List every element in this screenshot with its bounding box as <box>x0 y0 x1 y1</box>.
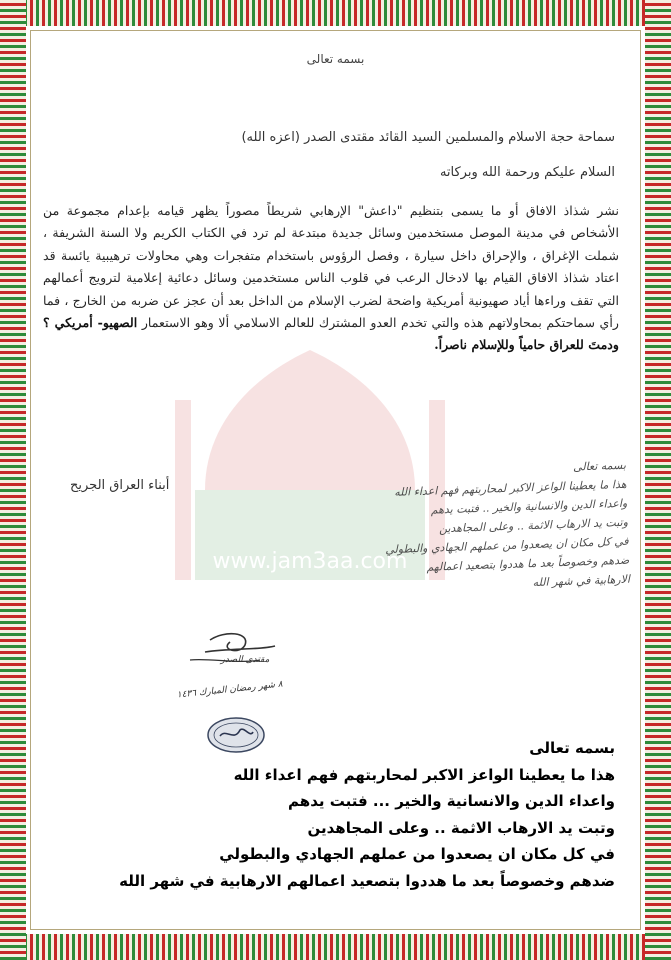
greeting: السلام عليكم ورحمة الله وبركاته <box>439 165 615 180</box>
handwritten-line: وتبت يد الارهاب الاثمة .. وعلى المجاهدين <box>438 515 629 536</box>
handwritten-line: الارهابية في شهر الله <box>532 572 631 590</box>
letter-body-closing: الصهيو- أمريكي ؟ ودمتَ للعراق حامياً وللإسلام ناصراً. <box>43 315 619 353</box>
letter-signoff: أبناء العراق الجريح <box>70 478 170 493</box>
transcription-line: وتبت يد الارهاب الاثمة .. وعلى المجاهدين <box>307 818 615 837</box>
transcription-line: واعداء الدين والانسانية والخير ... فتبت يدهم <box>288 792 615 810</box>
signature-name: مقتدى الصدر <box>220 655 270 665</box>
handwritten-line: ضدهم وخصوصاً بعد ما هددوا بتصعيد اعمالهم <box>426 553 630 574</box>
transcription-line: في كل مكان ان يصعدوا من عملهم الجهادي والبطولي <box>219 845 615 863</box>
transcription-line: ضدهم وخصوصاً بعد ما هددوا بتصعيد اعمالهم الارهابية في شهر الله <box>119 871 615 890</box>
reply-transcription <box>55 735 615 894</box>
letter-body-main: نشر شذاذ الافاق أو ما يسمى بتنظيم "داعش" الإرهابي شريطاً مصوراً يظهر قيامه بإعدام مجموعة من الأشخاص في مدينة الموصل مستخدمين وسائل جديدة مبتدعة لم ترد في الكتاب الكريم ولا السنة الشريفة ، شملت الإغراق ، والإحراق داخل سيارة ، وفصل الرؤوس باستخدام متفجرات وهي محاولات ترهيبية يائسة قد اعتاد شذاذ الافاق القيام بها لادخال الرعب في قلوب الناس مستخدمين وسائل دعائية إعلامية لترويج أعمالهم التي تقف وراءها أياد صهيونية أمريكية واضحة لضرب الإسلام من الداخل بعد أن عجز عن ضربه من الخارج ، فما رأي سماحتكم بمحاولاتهم هذه والتي تخدم العدو المشترك للعالم الاسلامي ألا وهو الاستعمار <box>43 203 619 331</box>
signature-date: ٨ شهر رمضان المبارك ١٤٣٦ <box>176 679 284 701</box>
handwritten-line: هذا ما يعطينا الواعز الاكبر لمحاربتهم فهم اعداء الله <box>394 477 627 499</box>
watermark-url: www.jam3aa.com <box>212 549 408 574</box>
letter-body <box>43 200 619 357</box>
transcription-line: بسمه تعالى <box>529 739 615 757</box>
handwritten-reply <box>266 456 630 601</box>
handwritten-line: بسمه تعالى <box>572 458 627 474</box>
salutation: سماحة حجة الاسلام والمسلمين السيد القائد مقتدى الصدر (اعزه الله) <box>241 130 615 145</box>
handwritten-signature <box>150 620 300 710</box>
basmala-header: بسمه تعالى <box>306 52 365 66</box>
transcription-line: هذا ما يعطينا الواعز الاكبر لمحاربتهم فهم اعداء الله <box>233 765 615 784</box>
handwritten-line: واعداء الدين والانسانية والخير .. فتبت يدهم <box>430 496 628 517</box>
handwritten-line: في كل مكان ان يصعدوا من عملهم الجهادي والبطولي <box>384 534 629 557</box>
